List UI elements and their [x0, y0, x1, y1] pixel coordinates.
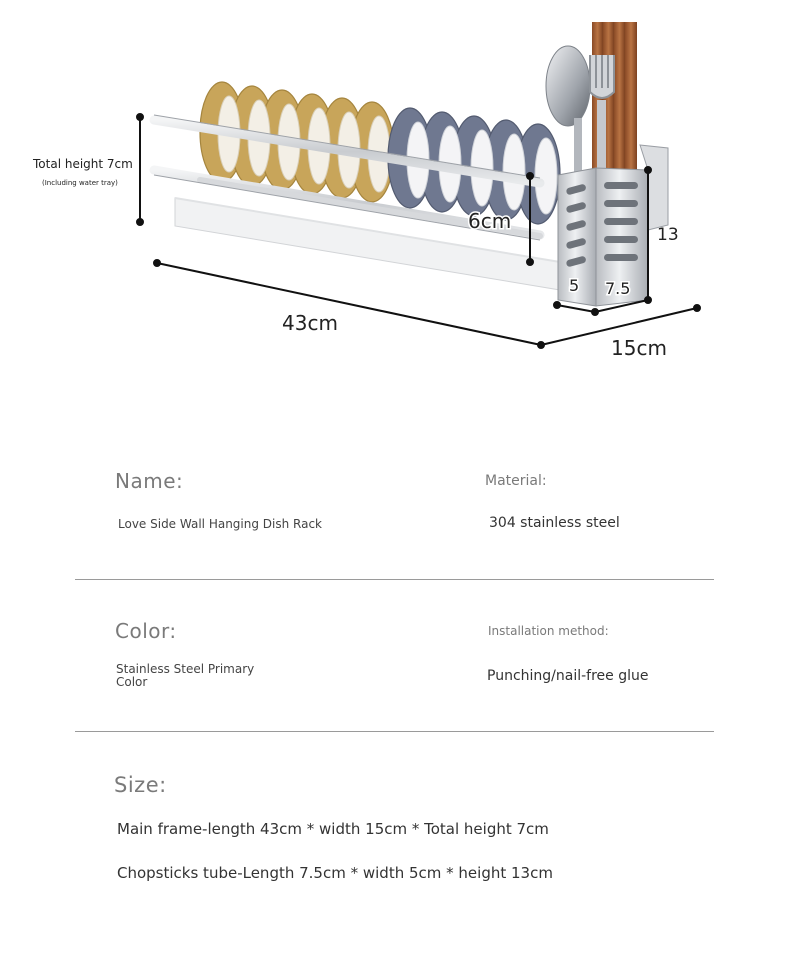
size-heading: Size:	[114, 773, 167, 797]
installation-value: Punching/nail-free glue	[487, 668, 649, 684]
tube-width-label: 5	[569, 276, 580, 295]
product-illustration	[0, 0, 790, 420]
divider	[75, 579, 714, 580]
width-label: 15cm	[611, 336, 667, 360]
length-label: 43cm	[282, 311, 338, 335]
total-height-label: Total height 7cm	[33, 157, 133, 171]
installation-heading: Installation method:	[488, 624, 609, 638]
size-chopsticks-tube: Chopsticks tube-Length 7.5cm * width 5cm * height 13cm	[117, 864, 553, 882]
tube-length-label: 7.5	[605, 279, 631, 298]
material-heading: Material:	[485, 473, 547, 489]
tube-height-label: 13	[657, 225, 679, 245]
utensils	[546, 22, 637, 182]
total-height-note: (Including water tray)	[42, 179, 118, 187]
divider	[75, 731, 714, 732]
name-heading: Name:	[115, 469, 184, 493]
tray-height-label: 6cm	[468, 209, 512, 233]
material-value: 304 stainless steel	[489, 515, 620, 531]
size-main-frame: Main frame-length 43cm * width 15cm * Total height 7cm	[117, 820, 549, 838]
color-value: Stainless Steel Primary Color	[116, 662, 255, 689]
color-heading: Color:	[115, 619, 177, 643]
name-value: Love Side Wall Hanging Dish Rack	[118, 517, 323, 531]
